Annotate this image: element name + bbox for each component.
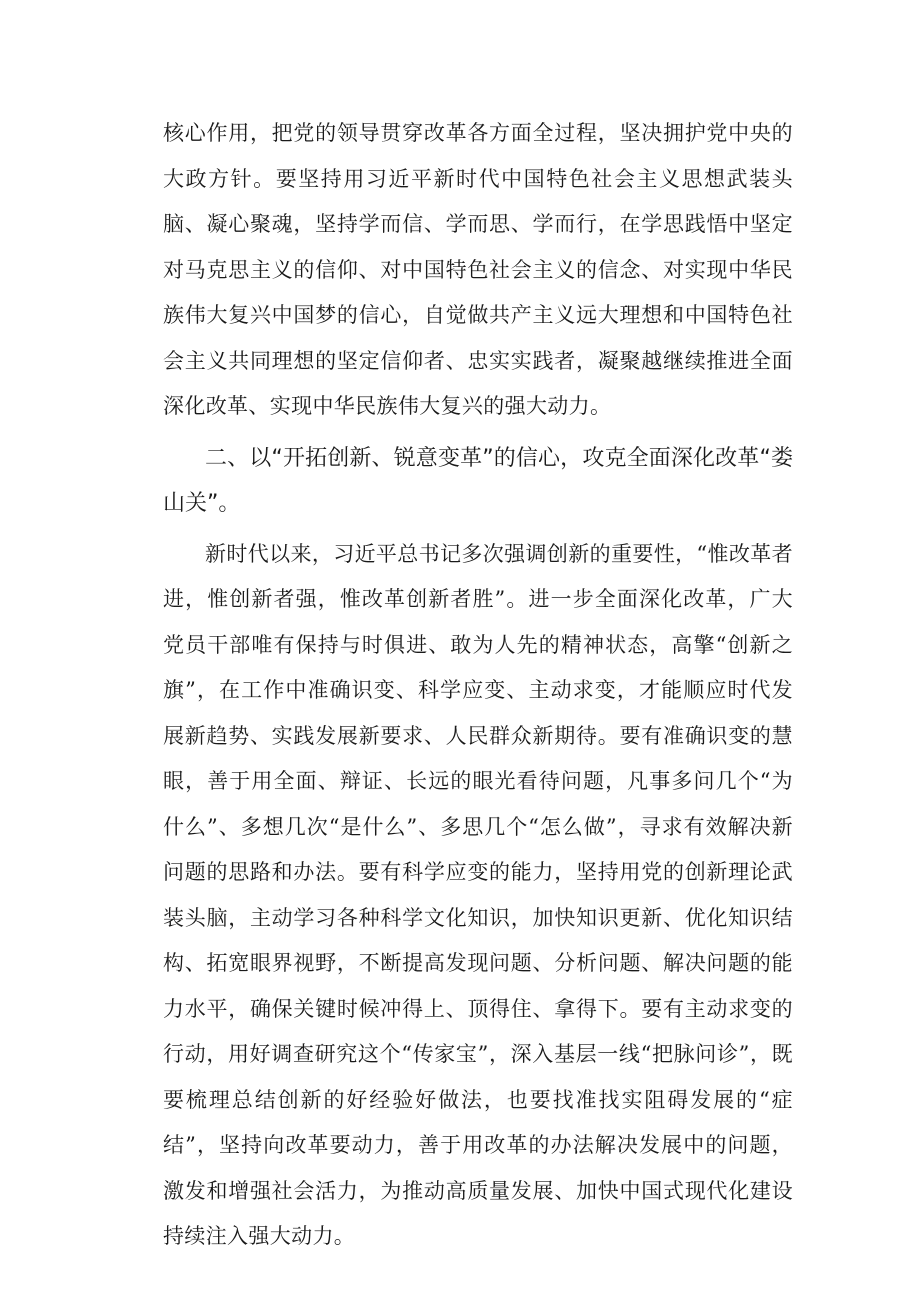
paragraph-continuation: 核心作用，把党的领导贯穿改革各方面全过程，坚决拥护党中央的大政方针。要坚持用习近平新时代中国特色社会主义思想武装头脑、凝心聚魂，坚持学而信、学而思、学而行，在学思践悟中坚定对马克思主义的信仰、对中国特色社会主义的信念、对实现中华民族伟大复兴中国梦的信心，自觉做共产主义远大理想和中国特色社会主义共同理想的坚定信仰者、忠实实践者，凝聚越继续推进全面深化改革、实现中华民族伟大复兴的强大动力。	[163, 121, 793, 418]
section-heading: 二、以“开拓创新、锐意变革”的信心，攻克全面深化改革“娄山关”。	[163, 445, 793, 516]
document-body	[163, 111, 793, 1260]
section-paragraph: 新时代以来，习近平总书记多次强调创新的重要性，“惟改革者进，惟创新者强，惟改革创新者胜”。进一步全面深化改革，广大党员干部唯有保持与时俱进、敢为人先的精神状态，高擎“创新之旗”，在工作中准确识变、科学应变、主动求变，才能顺应时代发展新趋势、实践发展新要求、人民群众新期待。要有准确识变的慧眼，善于用全面、辩证、长远的眼光看待问题，凡事多问几个“为什么”、多想几次“是什么”、多思几个“怎么做”，寻求有效解决新问题的思路和办法。要有科学应变的能力，坚持用党的创新理论武装头脑，主动学习各种科学文化知识，加快知识更新、优化知识结构、拓宽眼界视野，不断提高发现问题、分析问题、解决问题的能力水平，确保关键时候冲得上、顶得住、拿得下。要有主动求变的行动，用好调查研究这个“传家宝”，深入基层一线“把脉问诊”，既要梳理总结创新的好经验好做法，也要找准找实阻碍发展的“症结”，坚持向改革要动力，善于用改革的办法解决发展中的问题，激发和增强社会活力，为推动高质量发展、加快中国式现代化建设持续注入强大动力。	[163, 541, 793, 1248]
